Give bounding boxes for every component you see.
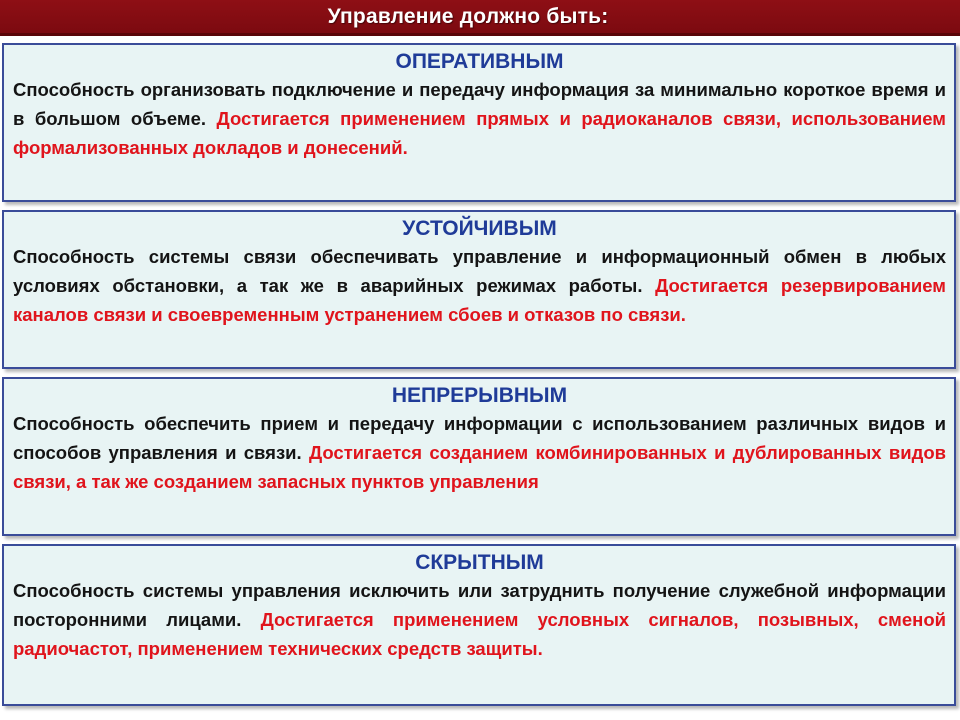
card-means: Достигается применением прямых и радиоканалов связи, использованием формализованных докладов и донесений.	[13, 108, 946, 158]
card-body	[13, 242, 946, 329]
card-stable	[2, 210, 956, 369]
card-definition: Способность обеспечить прием и передачу информации с использованием различных видов и способов управления и связи.	[13, 413, 946, 463]
card-definition: Способность организовать подключение и передачу информация за минимально короткое время и в большом объеме.	[13, 79, 946, 129]
card-means: Достигается созданием комбинированных и дублированных видов связи, а так же созданием запасных пунктов управления	[13, 442, 947, 492]
card-body	[13, 75, 946, 162]
card-means: Достигается применением условных сигналов, позывных, сменой радиочастот, применением технических средств защиты.	[13, 609, 946, 659]
card-covert	[2, 544, 956, 706]
header-bar	[0, 0, 960, 36]
card-operational	[2, 43, 956, 202]
card-title: СКРЫТНЫМ	[415, 551, 544, 574]
card-means: Достигается резервированием каналов связи и своевременным устранением сбоев и отказов по связи.	[13, 275, 946, 325]
page-title: Управление должно быть:	[327, 4, 609, 28]
card-title: ОПЕРАТИВНЫМ	[395, 50, 564, 73]
card-definition: Способность системы управления исключить или затруднить получение служебной информации посторонними лицами.	[13, 580, 946, 630]
card-body	[13, 576, 946, 663]
card-title: НЕПРЕРЫВНЫМ	[391, 384, 568, 407]
card-definition: Способность системы связи обеспечивать управление и информационный обмен в любых условиях обстановки, а так же в аварийных режимах работы.	[13, 246, 946, 296]
card-body	[13, 409, 946, 496]
card-title: УСТОЙЧИВЫМ	[402, 217, 557, 240]
card-continuous	[2, 377, 956, 536]
